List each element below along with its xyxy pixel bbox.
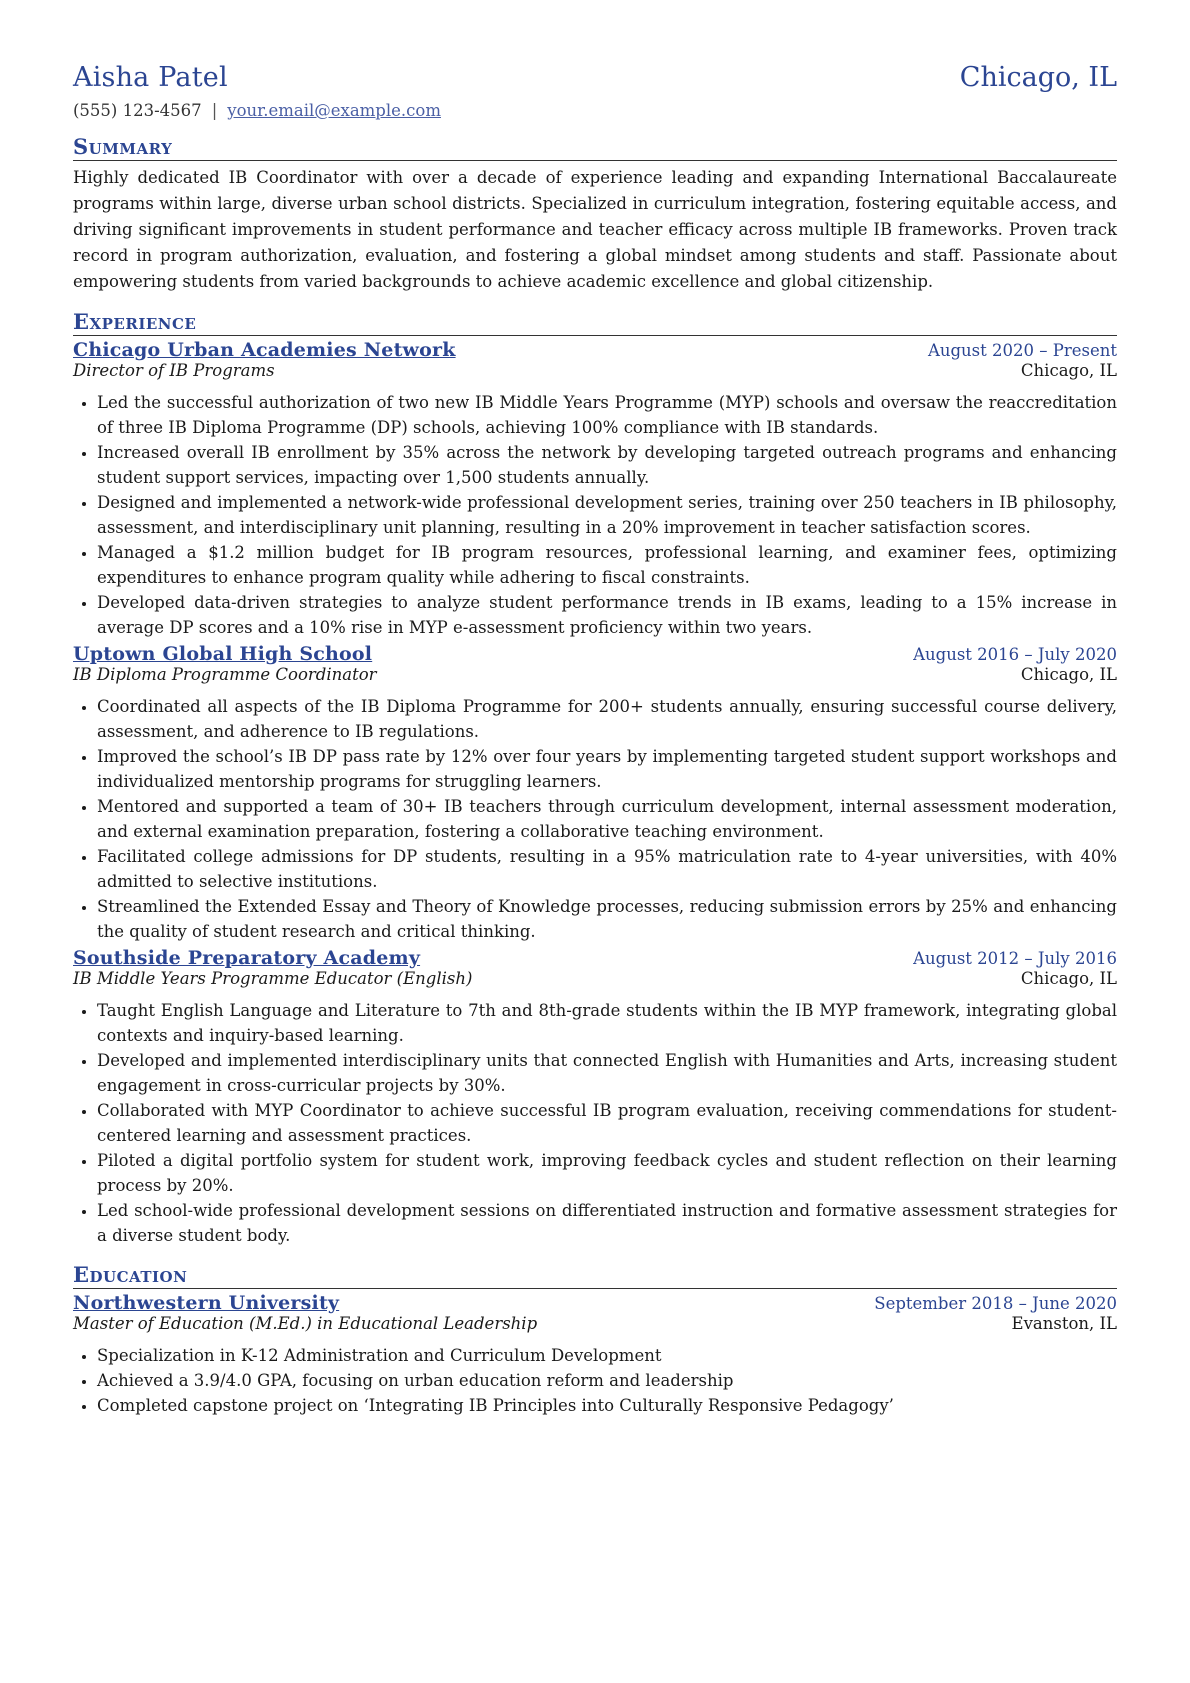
experience-entry: [73, 643, 1117, 944]
bullet-item: • Mentored and supported a team of 30+ IB teachers through curriculum development, internal assessment moderation, and external examination preparation, fostering a collaborative teaching environment.: [97, 794, 1117, 844]
education-entry: [73, 1292, 1117, 1418]
job-location: Chicago, IL: [1020, 361, 1117, 380]
email-link[interactable]: your.email@example.com: [227, 101, 441, 120]
bullet-item: • Specialization in K-12 Administration and Curriculum Development: [97, 1343, 1117, 1368]
bullet-item: • Led the successful authorization of two new IB Middle Years Programme (MYP) schools and oversaw the reaccreditation of three IB Diploma Programme (DP) schools, achieving 100% compliance with IB standards.: [97, 390, 1117, 440]
job-title: IB Middle Years Programme Educator (English): [73, 969, 473, 988]
bullet-item: • Developed and implemented interdisciplinary units that connected English with Humanities and Arts, increasing student engagement in cross-curricular projects by 30%.: [97, 1048, 1117, 1098]
contact-line: [73, 101, 1117, 120]
job-title: IB Diploma Programme Coordinator: [73, 665, 377, 684]
resume-header: [73, 62, 1117, 93]
bullet-item: • Designed and implemented a network-wide professional development series, training over 250 teachers in IB philosophy, assessment, and interdisciplinary unit planning, resulting in a 20% improvement in teacher satisfaction scores.: [97, 490, 1117, 540]
bullet-item: • Led school-wide professional development sessions on differentiated instruction and formative assessment strategies for a diverse student body.: [97, 1198, 1117, 1248]
candidate-name: Aisha Patel: [73, 62, 228, 93]
bullet-item: • Coordinated all aspects of the IB Diploma Programme for 200+ students annually, ensuring successful course delivery, assessment, and adherence to IB regulations.: [97, 694, 1117, 744]
bullet-item: • Taught English Language and Literature to 7th and 8th-grade students within the IB MYP framework, integrating global contexts and inquiry-based learning.: [97, 998, 1117, 1048]
bullet-item: • Managed a $1.2 million budget for IB program resources, professional learning, and examiner fees, optimizing expenditures to enhance program quality while adhering to fiscal constraints.: [97, 540, 1117, 590]
contact-separator: |: [211, 101, 218, 120]
experience-entry: [73, 339, 1117, 640]
experience-heading: Experience: [73, 309, 1117, 336]
bullet-item: • Increased overall IB enrollment by 35% across the network by developing targeted outreach programs and enhancing student support services, impacting over 1,500 students annually.: [97, 440, 1117, 490]
summary-heading: Summary: [73, 134, 1117, 161]
bullet-item: • Achieved a 3.9/4.0 GPA, focusing on urban education reform and leadership: [97, 1368, 1117, 1393]
job-dates: August 2016 – July 2020: [913, 645, 1117, 664]
job-bullets: [73, 998, 1117, 1248]
candidate-location: Chicago, IL: [959, 62, 1117, 93]
summary-text: Highly dedicated IB Coordinator with over a decade of experience leading and expanding International Baccalaureate programs within large, diverse urban school districts. Specialized in curriculum integration, fostering equitable access, and driving significant improvements in student performance and teacher efficacy across multiple IB frameworks. Proven track record in program authorization, evaluation, and fostering a global mindset among students and staff. Passionate about empowering students from varied backgrounds to achieve academic excellence and global citizenship.: [73, 168, 1117, 291]
experience-entry: [73, 947, 1117, 1248]
job-dates: August 2012 – July 2016: [913, 949, 1117, 968]
job-bullets: [73, 694, 1117, 944]
bullet-item: • Completed capstone project on ‘Integrating IB Principles into Culturally Responsive Pedagogy’: [97, 1393, 1117, 1418]
education-heading: Education: [73, 1262, 1117, 1289]
bullet-item: • Collaborated with MYP Coordinator to achieve successful IB program evaluation, receiving commendations for student-centered learning and assessment practices.: [97, 1098, 1117, 1148]
bullet-item: • Streamlined the Extended Essay and Theory of Knowledge processes, reducing submission errors by 25% and enhancing the quality of student research and critical thinking.: [97, 894, 1117, 944]
job-dates: August 2020 – Present: [927, 341, 1117, 360]
education-bullets: [73, 1343, 1117, 1418]
job-location: Chicago, IL: [1020, 665, 1117, 684]
employer-link[interactable]: Uptown Global High School: [73, 643, 373, 665]
bullet-item: • Developed data-driven strategies to analyze student performance trends in IB exams, leading to a 15% increase in average DP scores and a 10% rise in MYP e-assessment proficiency within two years.: [97, 590, 1117, 640]
phone-number: (555) 123-4567: [73, 101, 202, 120]
bullet-item: • Piloted a digital portfolio system for student work, improving feedback cycles and student reflection on their learning process by 20%.: [97, 1148, 1117, 1198]
school-link[interactable]: Northwestern University: [73, 1292, 340, 1314]
school-location: Evanston, IL: [1011, 1314, 1117, 1333]
bullet-item: • Facilitated college admissions for DP students, resulting in a 95% matriculation rate to 4-year universities, with 40% admitted to selective institutions.: [97, 844, 1117, 894]
employer-link[interactable]: Southside Preparatory Academy: [73, 947, 421, 969]
bullet-item: • Improved the school’s IB DP pass rate by 12% over four years by implementing targeted student support workshops and individualized mentorship programs for struggling learners.: [97, 744, 1117, 794]
job-location: Chicago, IL: [1020, 969, 1117, 988]
job-bullets: [73, 390, 1117, 640]
employer-link[interactable]: Chicago Urban Academies Network: [73, 339, 456, 361]
job-title: Director of IB Programs: [73, 361, 275, 380]
degree-title: Master of Education (M.Ed.) in Educational Leadership: [73, 1314, 538, 1333]
education-dates: September 2018 – June 2020: [874, 1294, 1117, 1313]
